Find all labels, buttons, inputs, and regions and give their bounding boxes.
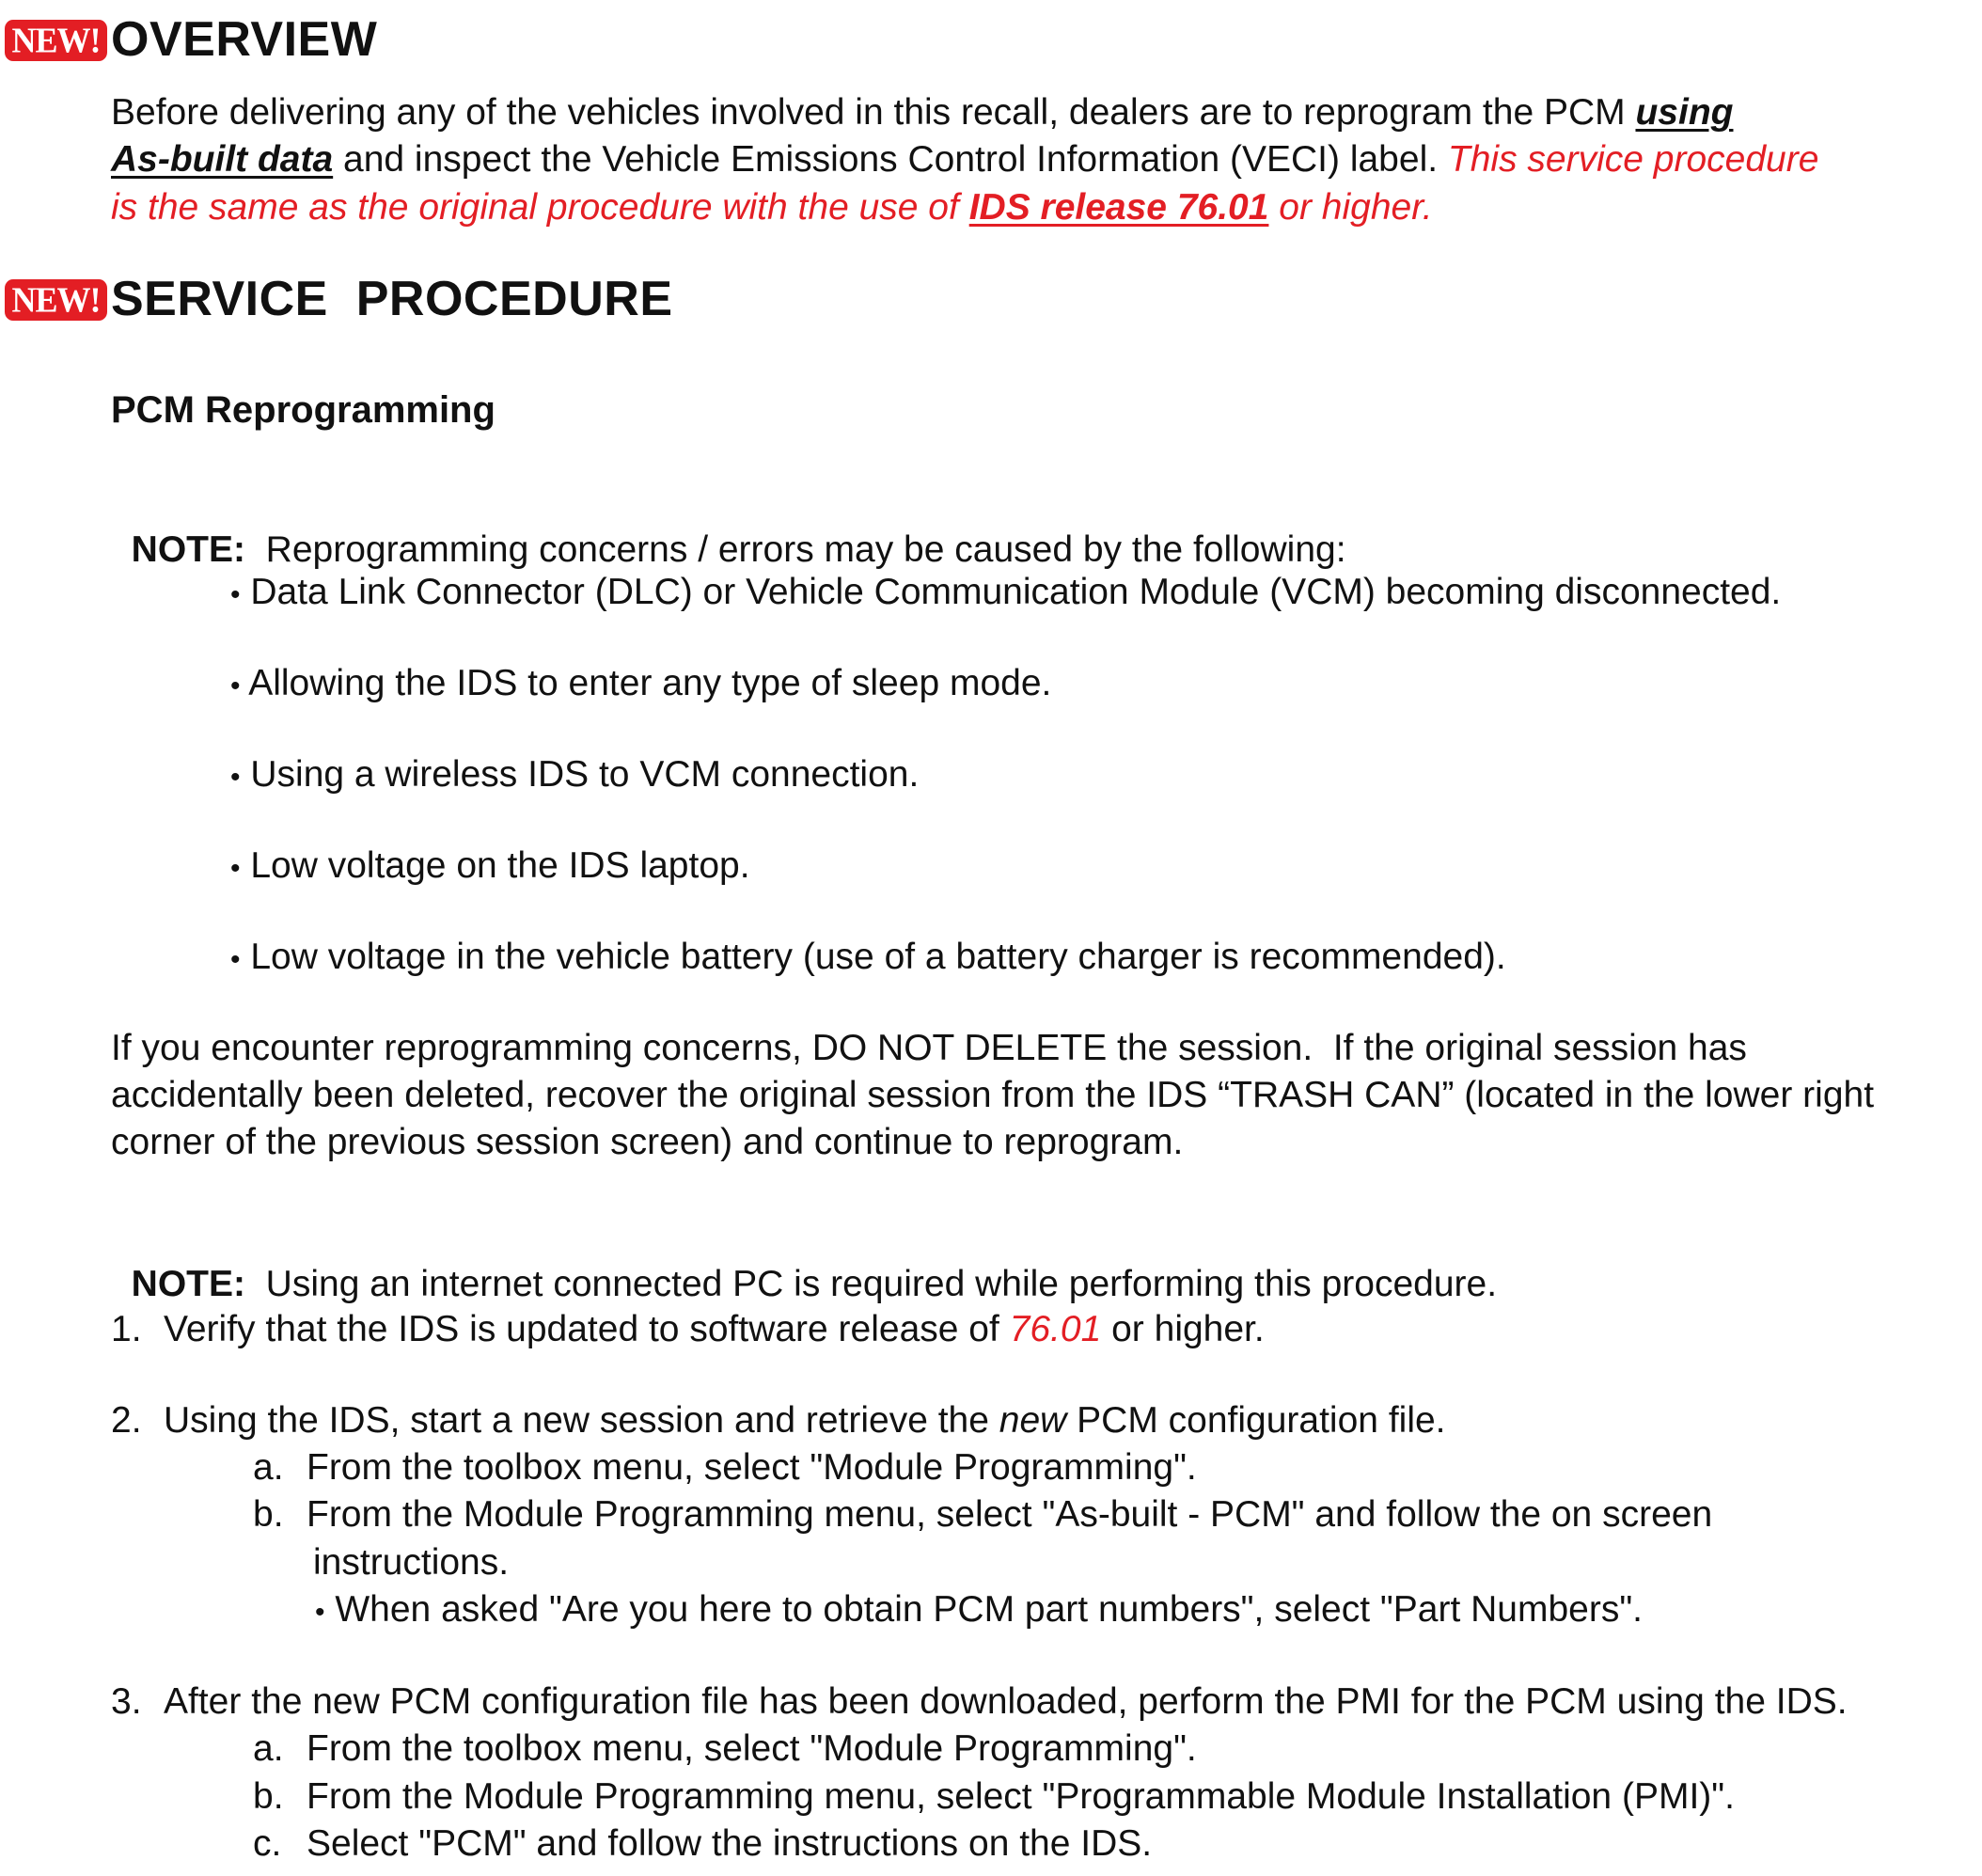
step-number: 3. xyxy=(111,1681,142,1722)
bullet-text: Low voltage on the IDS laptop. xyxy=(250,845,750,886)
substep-text: From the Module Programming menu, select "As-built - PCM" and follow the on screen xyxy=(307,1494,1713,1535)
bullet-icon: • xyxy=(230,670,241,702)
bullet-text: Using a wireless IDS to VCM connection. xyxy=(250,754,920,795)
trash-paragraph-line: accidentally been deleted, recover the original session from the IDS “TRASH CAN” (located in the lower right xyxy=(111,1075,1875,1115)
bullet-text: Data Link Connector (DLC) or Vehicle Communication Module (VCM) becoming disconnected. xyxy=(250,572,1782,612)
bullet-item xyxy=(230,569,1781,619)
bullet-icon: • xyxy=(230,853,241,884)
bullet-item xyxy=(230,660,1051,710)
step-text: Verify that the IDS is updated to software release of xyxy=(164,1309,1010,1349)
overview-line-1 xyxy=(111,89,1733,136)
step-number: 2. xyxy=(111,1400,142,1441)
overview-heading: OVERVIEW xyxy=(111,12,378,67)
substep-text: Select "PCM" and follow the instructions on the IDS. xyxy=(307,1823,1153,1864)
bullet-icon: • xyxy=(230,762,241,793)
overview-red-note: or higher. xyxy=(1268,187,1433,228)
step-number: 1. xyxy=(111,1309,142,1349)
substep-text: From the toolbox menu, select "Module Programming". xyxy=(307,1728,1197,1769)
substep-label: a. xyxy=(253,1447,284,1488)
overview-emphasis-using: using xyxy=(1635,92,1734,133)
step-3-text: After the new PCM configuration file has been downloaded, perform the PMI for the PCM using the IDS. xyxy=(164,1681,1848,1722)
step-1-text xyxy=(164,1306,1265,1353)
bullet-item xyxy=(230,934,1506,984)
sub-bullet-item xyxy=(315,1586,1643,1636)
step-2-text xyxy=(164,1397,1446,1444)
overview-emphasis-as-built: As-built data xyxy=(111,139,334,180)
overview-text: Before delivering any of the vehicles involved in this recall, dealers are to reprogram the PCM xyxy=(111,92,1636,133)
bullet-text: Low voltage in the vehicle battery (use of a battery charger is recommended). xyxy=(250,937,1506,977)
bullet-text: When asked "Are you here to obtain PCM part numbers", select "Part Numbers". xyxy=(335,1589,1644,1630)
step-2 xyxy=(111,1397,142,1444)
overview-red-note: is the same as the original procedure with the use of xyxy=(111,187,969,228)
bullet-text: Allowing the IDS to enter any type of sleep mode. xyxy=(248,663,1052,703)
overview-line-3 xyxy=(111,184,1433,231)
step-text-italic: new xyxy=(999,1400,1067,1441)
overview-red-note: This service procedure xyxy=(1447,139,1819,180)
bullet-icon: • xyxy=(230,579,241,610)
note-label: NOTE: xyxy=(131,1264,245,1304)
substep-label: a. xyxy=(253,1728,284,1769)
note-2 xyxy=(111,1214,1497,1308)
service-procedure-heading: SERVICE PROCEDURE xyxy=(111,272,673,326)
substep-label: b. xyxy=(253,1776,284,1817)
trash-paragraph-line: corner of the previous session screen) and continue to reprogram. xyxy=(111,1122,1184,1162)
substep-text-continued: instructions. xyxy=(313,1542,510,1583)
substep-text: From the Module Programming menu, select "Programmable Module Installation (PMI)". xyxy=(307,1776,1735,1817)
substep-text: From the toolbox menu, select "Module Programming". xyxy=(307,1447,1197,1488)
release-version: 76.01 xyxy=(1009,1309,1102,1349)
overview-text: and inspect the Vehicle Emissions Control Information (VECI) label. xyxy=(333,139,1448,180)
step-text: PCM configuration file. xyxy=(1066,1400,1446,1441)
new-badge-overview: NEW! xyxy=(5,20,107,61)
step-1 xyxy=(111,1306,142,1353)
step-text: or higher. xyxy=(1101,1309,1265,1349)
bullet-item xyxy=(230,751,919,801)
note-text: Using an internet connected PC is required while performing this procedure. xyxy=(245,1264,1498,1304)
bullet-item xyxy=(230,843,750,892)
substep-label: c. xyxy=(253,1823,282,1864)
pcm-reprogramming-subheading: PCM Reprogramming xyxy=(111,389,496,431)
overview-line-2 xyxy=(111,136,1818,183)
new-badge-service: NEW! xyxy=(5,279,107,321)
step-text: Using the IDS, start a new session and retrieve the xyxy=(164,1400,999,1441)
step-3 xyxy=(111,1679,142,1726)
bullet-icon: • xyxy=(315,1597,325,1628)
substep-label: b. xyxy=(253,1494,284,1535)
note-1 xyxy=(111,480,1346,574)
ids-release-emphasis: IDS release 76.01 xyxy=(968,187,1269,228)
trash-paragraph-line: If you encounter reprogramming concerns, DO NOT DELETE the session. If the original session has xyxy=(111,1028,1747,1068)
note-label: NOTE: xyxy=(131,529,245,570)
note-text: Reprogramming concerns / errors may be caused by the following: xyxy=(245,529,1346,570)
bullet-icon: • xyxy=(230,944,241,975)
